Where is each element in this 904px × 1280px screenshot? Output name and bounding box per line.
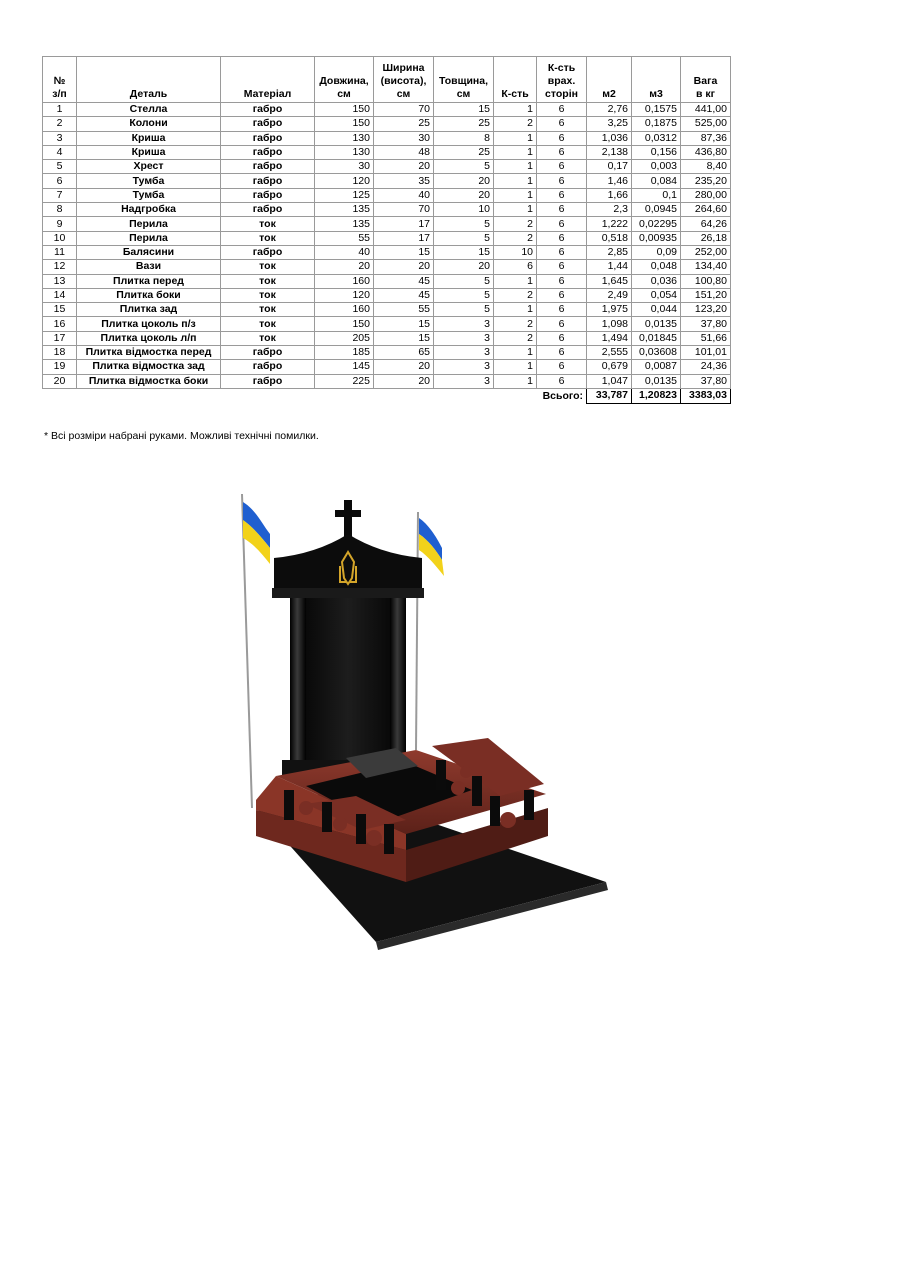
- cell-part: Плитка цоколь л/п: [77, 331, 221, 345]
- table-row: [43, 331, 731, 345]
- cell-sides: 6: [537, 103, 587, 117]
- cell-len: 205: [315, 331, 374, 345]
- cell-n: 19: [43, 360, 77, 374]
- cell-m3: 0,0312: [632, 131, 681, 145]
- header-length: Довжина, см: [315, 57, 374, 103]
- cell-len: 225: [315, 374, 374, 388]
- cell-n: 14: [43, 288, 77, 302]
- cell-m2: 2,3: [587, 203, 632, 217]
- cell-mat: габро: [221, 160, 315, 174]
- cell-m3: 0,084: [632, 174, 681, 188]
- cell-len: 185: [315, 346, 374, 360]
- cell-kg: 123,20: [681, 303, 731, 317]
- cell-qty: 2: [494, 331, 537, 345]
- cell-mat: ток: [221, 303, 315, 317]
- cell-wid: 30: [374, 131, 434, 145]
- cell-m3: 0,09: [632, 245, 681, 259]
- cell-m2: 0,17: [587, 160, 632, 174]
- header-thickness: Товщина, см: [434, 57, 494, 103]
- column-right: [390, 598, 406, 768]
- cell-part: Плитка зад: [77, 303, 221, 317]
- cell-wid: 15: [374, 245, 434, 259]
- cell-len: 30: [315, 160, 374, 174]
- cell-qty: 2: [494, 117, 537, 131]
- cell-thk: 20: [434, 260, 494, 274]
- cell-mat: габро: [221, 174, 315, 188]
- cell-wid: 15: [374, 317, 434, 331]
- cell-wid: 35: [374, 174, 434, 188]
- cell-kg: 100,80: [681, 274, 731, 288]
- table-row: [43, 260, 731, 274]
- cell-thk: 20: [434, 188, 494, 202]
- cell-mat: габро: [221, 360, 315, 374]
- cell-qty: 1: [494, 174, 537, 188]
- cell-thk: 5: [434, 288, 494, 302]
- cell-part: Вази: [77, 260, 221, 274]
- cell-sides: 6: [537, 174, 587, 188]
- cell-part: Криша: [77, 131, 221, 145]
- cell-m2: 0,679: [587, 360, 632, 374]
- cell-wid: 70: [374, 103, 434, 117]
- cell-m3: 0,0945: [632, 203, 681, 217]
- cell-n: 4: [43, 145, 77, 159]
- cell-part: Плитка перед: [77, 274, 221, 288]
- cell-thk: 25: [434, 117, 494, 131]
- column-left: [290, 598, 306, 768]
- cell-thk: 8: [434, 131, 494, 145]
- cell-n: 12: [43, 260, 77, 274]
- cell-qty: 2: [494, 317, 537, 331]
- cell-len: 130: [315, 131, 374, 145]
- cell-wid: 65: [374, 346, 434, 360]
- cell-qty: 1: [494, 274, 537, 288]
- cell-kg: 37,80: [681, 374, 731, 388]
- cell-n: 5: [43, 160, 77, 174]
- cell-m2: 1,46: [587, 174, 632, 188]
- table-row: [43, 203, 731, 217]
- header-m3: м3: [632, 57, 681, 103]
- cell-mat: ток: [221, 260, 315, 274]
- table-row: [43, 360, 731, 374]
- cell-sides: 6: [537, 303, 587, 317]
- cell-m2: 2,76: [587, 103, 632, 117]
- cell-part: Перила: [77, 217, 221, 231]
- cell-kg: 101,01: [681, 346, 731, 360]
- cell-n: 17: [43, 331, 77, 345]
- cell-len: 120: [315, 174, 374, 188]
- cell-qty: 6: [494, 260, 537, 274]
- table-row: [43, 131, 731, 145]
- cell-part: Колони: [77, 117, 221, 131]
- cell-m3: 0,0135: [632, 317, 681, 331]
- cell-qty: 1: [494, 374, 537, 388]
- cell-thk: 5: [434, 217, 494, 231]
- cell-n: 11: [43, 245, 77, 259]
- cell-wid: 48: [374, 145, 434, 159]
- cell-m3: 0,1875: [632, 117, 681, 131]
- cell-wid: 15: [374, 331, 434, 345]
- cell-kg: 235,20: [681, 174, 731, 188]
- header-num: № з/п: [43, 57, 77, 103]
- table-row: [43, 103, 731, 117]
- cell-wid: 17: [374, 231, 434, 245]
- stele: [298, 598, 398, 762]
- totals-row: [43, 388, 731, 403]
- cell-m3: 0,054: [632, 288, 681, 302]
- cell-part: Балясини: [77, 245, 221, 259]
- cell-mat: габро: [221, 374, 315, 388]
- cell-part: Стелла: [77, 103, 221, 117]
- cell-kg: 252,00: [681, 245, 731, 259]
- table-header-row: [43, 57, 731, 103]
- cell-len: 135: [315, 217, 374, 231]
- cell-sides: 6: [537, 317, 587, 331]
- footnote: * Всі розміри набрані руками. Можливі технічні помилки.: [44, 430, 319, 442]
- cell-sides: 6: [537, 217, 587, 231]
- cross-horizontal: [335, 510, 361, 517]
- cell-kg: 37,80: [681, 317, 731, 331]
- cell-part: Плитка боки: [77, 288, 221, 302]
- cell-m3: 0,044: [632, 303, 681, 317]
- cell-m2: 1,047: [587, 374, 632, 388]
- cell-part: Перила: [77, 231, 221, 245]
- monument-render: [236, 490, 616, 950]
- cell-kg: 264,60: [681, 203, 731, 217]
- cell-kg: 51,66: [681, 331, 731, 345]
- cell-wid: 20: [374, 260, 434, 274]
- flagpole-right: [416, 512, 418, 750]
- cell-sides: 6: [537, 360, 587, 374]
- cell-qty: 1: [494, 103, 537, 117]
- header-qty: К-сть: [494, 57, 537, 103]
- cell-kg: 436,80: [681, 145, 731, 159]
- cell-kg: 441,00: [681, 103, 731, 117]
- cell-n: 2: [43, 117, 77, 131]
- cell-kg: 26,18: [681, 231, 731, 245]
- total-weight: 3383,03: [681, 388, 731, 403]
- cell-thk: 3: [434, 360, 494, 374]
- cell-sides: 6: [537, 117, 587, 131]
- cell-qty: 1: [494, 303, 537, 317]
- cell-n: 9: [43, 217, 77, 231]
- cell-part: Плитка цоколь п/з: [77, 317, 221, 331]
- cell-len: 40: [315, 245, 374, 259]
- cell-m2: 1,222: [587, 217, 632, 231]
- cell-mat: ток: [221, 331, 315, 345]
- cell-qty: 1: [494, 346, 537, 360]
- cell-m2: 2,555: [587, 346, 632, 360]
- cell-len: 20: [315, 260, 374, 274]
- cell-qty: 1: [494, 145, 537, 159]
- cell-m3: 0,1575: [632, 103, 681, 117]
- cell-sides: 6: [537, 288, 587, 302]
- cell-n: 15: [43, 303, 77, 317]
- header-part: Деталь: [77, 57, 221, 103]
- cell-kg: 134,40: [681, 260, 731, 274]
- cell-part: Тумба: [77, 188, 221, 202]
- cell-mat: ток: [221, 274, 315, 288]
- cell-n: 10: [43, 231, 77, 245]
- cell-kg: 64,26: [681, 217, 731, 231]
- table-row: [43, 145, 731, 159]
- cell-m2: 1,975: [587, 303, 632, 317]
- header-weight: Вага в кг: [681, 57, 731, 103]
- cell-len: 145: [315, 360, 374, 374]
- cell-qty: 2: [494, 288, 537, 302]
- cell-wid: 70: [374, 203, 434, 217]
- table-row: [43, 188, 731, 202]
- cell-m3: 0,02295: [632, 217, 681, 231]
- cell-m2: 1,494: [587, 331, 632, 345]
- cell-part: Криша: [77, 145, 221, 159]
- total-m2: 33,787: [587, 388, 632, 403]
- cell-thk: 5: [434, 231, 494, 245]
- header-m2: м2: [587, 57, 632, 103]
- cell-wid: 20: [374, 374, 434, 388]
- cell-kg: 151,20: [681, 288, 731, 302]
- table-row: [43, 231, 731, 245]
- table-row: [43, 117, 731, 131]
- cell-kg: 525,00: [681, 117, 731, 131]
- cell-sides: 6: [537, 188, 587, 202]
- cell-wid: 45: [374, 274, 434, 288]
- table-row: [43, 174, 731, 188]
- cell-mat: габро: [221, 245, 315, 259]
- roof-ledge: [272, 588, 424, 598]
- cell-m2: 1,036: [587, 131, 632, 145]
- header-width: Ширина (висота), см: [374, 57, 434, 103]
- table-row: [43, 288, 731, 302]
- cell-qty: 1: [494, 203, 537, 217]
- cell-wid: 20: [374, 360, 434, 374]
- cell-mat: габро: [221, 145, 315, 159]
- cell-mat: ток: [221, 217, 315, 231]
- cell-len: 125: [315, 188, 374, 202]
- cell-sides: 6: [537, 374, 587, 388]
- cell-m2: 1,66: [587, 188, 632, 202]
- table-row: [43, 303, 731, 317]
- cell-len: 55: [315, 231, 374, 245]
- cell-mat: ток: [221, 288, 315, 302]
- cell-m3: 0,036: [632, 274, 681, 288]
- cell-qty: 1: [494, 360, 537, 374]
- cell-thk: 5: [434, 303, 494, 317]
- table-row: [43, 274, 731, 288]
- cell-kg: 87,36: [681, 131, 731, 145]
- cell-mat: ток: [221, 231, 315, 245]
- cell-sides: 6: [537, 331, 587, 345]
- cell-m3: 0,0135: [632, 374, 681, 388]
- cell-mat: габро: [221, 103, 315, 117]
- cell-thk: 3: [434, 317, 494, 331]
- cell-thk: 15: [434, 245, 494, 259]
- cell-thk: 5: [434, 160, 494, 174]
- cell-n: 1: [43, 103, 77, 117]
- cell-qty: 1: [494, 160, 537, 174]
- cell-m3: 0,03608: [632, 346, 681, 360]
- cell-part: Плитка відмостка зад: [77, 360, 221, 374]
- cell-len: 160: [315, 274, 374, 288]
- cell-wid: 55: [374, 303, 434, 317]
- cell-mat: ток: [221, 317, 315, 331]
- cell-sides: 6: [537, 231, 587, 245]
- cell-len: 160: [315, 303, 374, 317]
- total-m3: 1,20823: [632, 388, 681, 403]
- header-material: Матеріал: [221, 57, 315, 103]
- cell-mat: габро: [221, 131, 315, 145]
- cell-len: 120: [315, 288, 374, 302]
- cell-thk: 3: [434, 346, 494, 360]
- cell-sides: 6: [537, 160, 587, 174]
- cell-m2: 1,44: [587, 260, 632, 274]
- cell-mat: габро: [221, 346, 315, 360]
- cell-part: Хрест: [77, 160, 221, 174]
- cell-m3: 0,00935: [632, 231, 681, 245]
- cell-sides: 6: [537, 245, 587, 259]
- cell-len: 150: [315, 117, 374, 131]
- cell-wid: 20: [374, 160, 434, 174]
- cell-wid: 40: [374, 188, 434, 202]
- cell-m2: 1,098: [587, 317, 632, 331]
- table-row: [43, 374, 731, 388]
- cell-thk: 25: [434, 145, 494, 159]
- cell-wid: 45: [374, 288, 434, 302]
- cell-m2: 2,49: [587, 288, 632, 302]
- cross-vertical: [344, 500, 352, 538]
- cell-m3: 0,01845: [632, 331, 681, 345]
- cell-n: 3: [43, 131, 77, 145]
- cell-len: 150: [315, 317, 374, 331]
- cell-thk: 20: [434, 174, 494, 188]
- cell-sides: 6: [537, 203, 587, 217]
- cell-thk: 10: [434, 203, 494, 217]
- cell-m3: 0,156: [632, 145, 681, 159]
- cell-kg: 8,40: [681, 160, 731, 174]
- table-row: [43, 317, 731, 331]
- cell-n: 6: [43, 174, 77, 188]
- cell-qty: 1: [494, 188, 537, 202]
- header-sides: К-сть врах. сторін: [537, 57, 587, 103]
- cell-sides: 6: [537, 346, 587, 360]
- cell-part: Тумба: [77, 174, 221, 188]
- cell-n: 16: [43, 317, 77, 331]
- cell-thk: 3: [434, 374, 494, 388]
- cell-thk: 3: [434, 331, 494, 345]
- cell-m2: 2,138: [587, 145, 632, 159]
- table-row: [43, 346, 731, 360]
- cell-m3: 0,048: [632, 260, 681, 274]
- cell-part: Плитка відмостка боки: [77, 374, 221, 388]
- cell-m3: 0,003: [632, 160, 681, 174]
- cell-len: 130: [315, 145, 374, 159]
- cell-n: 8: [43, 203, 77, 217]
- cell-m2: 0,518: [587, 231, 632, 245]
- table-row: [43, 217, 731, 231]
- table-row: [43, 245, 731, 259]
- cell-n: 18: [43, 346, 77, 360]
- cell-m3: 0,0087: [632, 360, 681, 374]
- cell-n: 7: [43, 188, 77, 202]
- cell-m2: 3,25: [587, 117, 632, 131]
- cell-wid: 17: [374, 217, 434, 231]
- cell-sides: 6: [537, 260, 587, 274]
- cell-part: Надгробка: [77, 203, 221, 217]
- cell-mat: габро: [221, 203, 315, 217]
- cell-len: 135: [315, 203, 374, 217]
- cell-m3: 0,1: [632, 188, 681, 202]
- cell-m2: 2,85: [587, 245, 632, 259]
- cell-len: 150: [315, 103, 374, 117]
- roof: [274, 534, 422, 590]
- cell-mat: габро: [221, 117, 315, 131]
- specification-table: [42, 56, 731, 404]
- cell-thk: 15: [434, 103, 494, 117]
- cell-qty: 10: [494, 245, 537, 259]
- table-row: [43, 160, 731, 174]
- cell-n: 13: [43, 274, 77, 288]
- cell-wid: 25: [374, 117, 434, 131]
- cell-sides: 6: [537, 145, 587, 159]
- cell-kg: 24,36: [681, 360, 731, 374]
- cell-sides: 6: [537, 274, 587, 288]
- cell-qty: 2: [494, 217, 537, 231]
- totals-label: Всього:: [542, 389, 583, 402]
- cell-mat: габро: [221, 188, 315, 202]
- cell-qty: 2: [494, 231, 537, 245]
- cell-n: 20: [43, 374, 77, 388]
- cell-part: Плитка відмостка перед: [77, 346, 221, 360]
- cell-thk: 5: [434, 274, 494, 288]
- cell-m2: 1,645: [587, 274, 632, 288]
- cell-qty: 1: [494, 131, 537, 145]
- cell-kg: 280,00: [681, 188, 731, 202]
- cell-sides: 6: [537, 131, 587, 145]
